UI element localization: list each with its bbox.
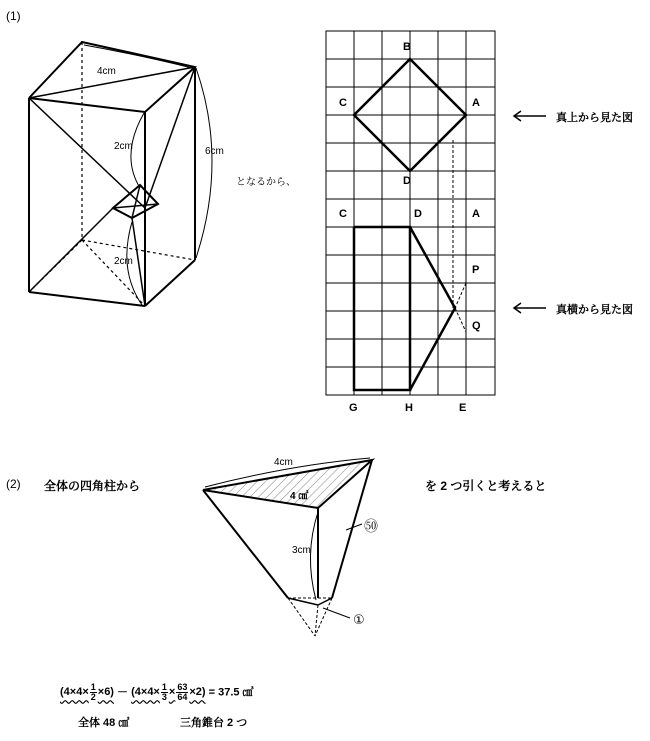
prism-edge — [29, 292, 145, 306]
guide-q — [455, 308, 466, 332]
label-c-top: C — [339, 97, 347, 109]
label-d-side: D — [414, 208, 422, 220]
formula-line — [60, 683, 254, 702]
fraction-1-3: $\frac{1}{3}$ — [161, 682, 167, 702]
label-q: Q — [472, 320, 481, 332]
face-diagonal — [29, 98, 145, 208]
connector-text: となるから、 — [236, 177, 296, 188]
guide-p — [455, 283, 466, 308]
label-d-top: D — [403, 175, 411, 187]
formula-result: = 37.5 ㎤ — [208, 686, 254, 699]
pyramid-top-edge-label: 4cm — [274, 457, 293, 468]
face-diagonal — [145, 67, 195, 208]
pyramid-height-label: 3cm — [292, 545, 311, 556]
caption-frustum: 三角錐台 2 つ — [180, 717, 248, 729]
pyramid-area-label: 4 ㎠ — [290, 491, 309, 502]
dim-3cm-arc — [310, 512, 318, 600]
fraction-1-2: $\frac{1}{2}$ — [90, 682, 96, 702]
prism-top-face — [29, 42, 195, 112]
dimension-arc-4cm — [84, 45, 192, 68]
prism-height-label: 6cm — [205, 146, 224, 157]
formula-whole-group: (4×4× $\frac{1}{2}$ ×6) — [60, 682, 114, 702]
prism-edge — [145, 260, 195, 306]
label-a-side: A — [472, 208, 480, 220]
prism-top-edge-label: 4cm — [97, 66, 116, 77]
ratio-63-label: ㊿ — [364, 518, 378, 534]
part2-label: (2) — [6, 477, 21, 491]
face-diagonal — [132, 218, 145, 306]
prism-inner-height-label: 2cm — [114, 141, 133, 152]
leader-1 — [323, 608, 350, 618]
prism-bottom-height-label: 2cm — [114, 256, 133, 267]
label-c-side: C — [339, 208, 347, 220]
dimension-arc-6cm — [196, 68, 212, 258]
arrow-side-caption: 真横から見た図 — [556, 304, 633, 316]
side-view-slope — [410, 227, 455, 390]
fraction-63-64: $\frac{63}{64}$ — [177, 682, 188, 702]
part2-intro: 全体の四角柱から — [44, 479, 141, 493]
label-a-top: A — [472, 97, 480, 109]
label-g: G — [349, 402, 358, 414]
caption-whole: 全体 48 ㎤ — [78, 717, 130, 729]
ratio-1-label: ① — [353, 612, 365, 627]
arrow-top-caption: 真上から見た図 — [556, 112, 633, 124]
formula-frustum-group: (4×4× $\frac{1}{3}$ × $\frac{63}{64}$ ×2) — [131, 682, 206, 702]
arrow-side — [514, 303, 546, 313]
label-e: E — [459, 402, 467, 414]
label-p: P — [472, 264, 480, 276]
arrow-top — [514, 111, 546, 121]
part1-label: (1) — [6, 9, 21, 23]
pyramid-figure — [203, 458, 372, 636]
label-b: B — [403, 41, 411, 53]
label-h: H — [405, 402, 413, 414]
part2-suffix: を 2 つ引くと考えると — [425, 479, 547, 493]
minus-sign: － — [117, 686, 129, 699]
